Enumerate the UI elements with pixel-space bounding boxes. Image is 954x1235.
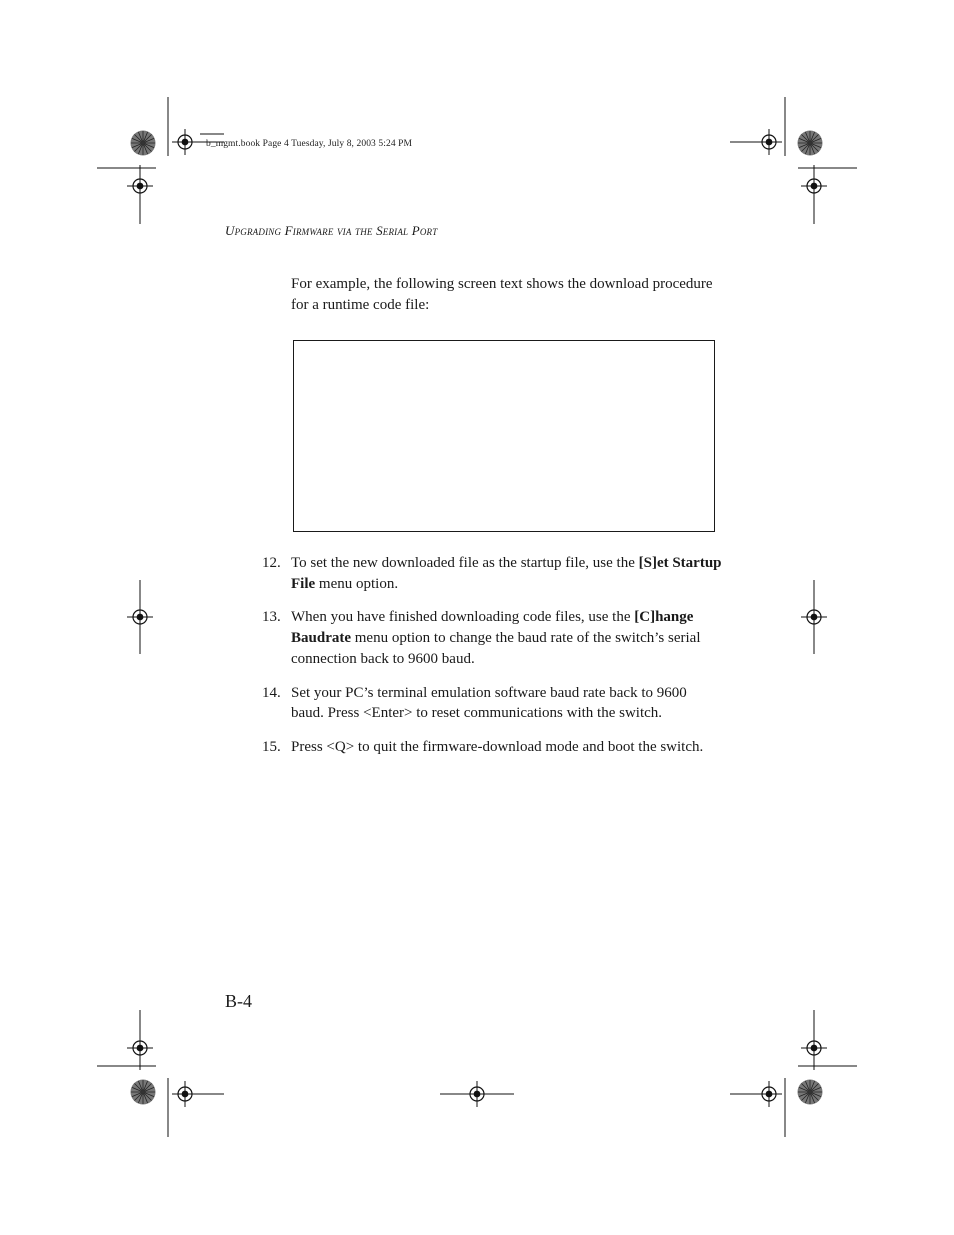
list-item: [262, 737, 722, 758]
intro-paragraph: For example, the following screen text shows the download procedure for a runtime code file:: [291, 276, 713, 313]
page-number: B-4: [225, 991, 252, 1011]
step-number: 15.: [262, 739, 281, 756]
list-item: [262, 553, 722, 594]
menu-option-set-startup-file: [S]et Startup File: [291, 555, 722, 592]
step-number: 12.: [262, 555, 281, 571]
screen-text-box: [293, 340, 715, 532]
steps-list: [262, 553, 722, 771]
book-slug: b_mgmt.book Page 4 Tuesday, July 8, 2003 5:24 PM: [206, 139, 413, 149]
list-item: [262, 683, 722, 724]
list-item: [262, 607, 722, 669]
menu-option-change-baudrate: [C]hange Baudrate: [291, 609, 694, 647]
step-text: Press <Q> to quit the firmware-download mode and boot the switch.: [291, 739, 704, 756]
step-number: 13.: [262, 609, 281, 626]
step-text: Set your PC’s terminal emulation software baud rate back to 9600 baud. Press <Enter> to reset communications with the switch.: [291, 684, 687, 722]
running-head: Upgrading Firmware via the Serial Port: [225, 223, 438, 238]
step-number: 14.: [262, 684, 281, 701]
step-text: When you have finished downloading code files, use the [C]hange Baudrate menu option to change the baud rate of the switch’s serial connection back to 9600 baud.: [291, 609, 701, 667]
step-text: To set the new downloaded file as the startup file, use the [S]et Startup File menu option.: [291, 555, 722, 592]
